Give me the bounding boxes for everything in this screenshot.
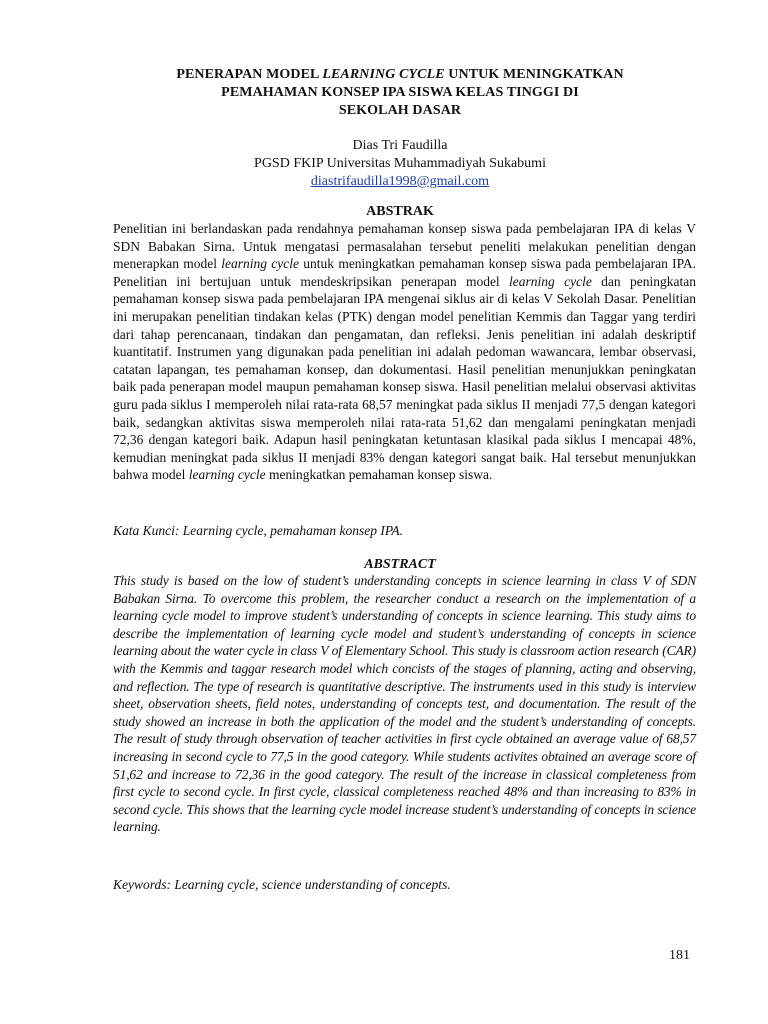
title-italic-term: LEARNING CYCLE bbox=[322, 67, 445, 82]
abstrak-heading: ABSTRAK bbox=[366, 204, 434, 219]
title-line-3: SEKOLAH DASAR bbox=[338, 103, 462, 118]
italic-term: learning cycle bbox=[509, 273, 592, 289]
abstract-heading: ABSTRACT bbox=[364, 557, 436, 572]
title-line-1: PENERAPAN MODEL LEARNING CYCLE UNTUK MENINGKATKAN bbox=[176, 67, 624, 82]
abstrak-paragraph: Penelitian ini berlandaskan pada rendahnya pemahaman konsep siswa pada pembelajaran IPA di kelas V SDN Babakan Sirna. Untuk mengatasi permasalahan tersebut peneliti melakukan penelitian dengan menerapkan model learning cycle untuk meningkatkan pemahaman konsep siswa pada pembelajaran IPA. Penelitian ini bertujuan untuk mendeskripsikan penerapan model learning cycle dan peningkatan pemahaman konsep siswa pada pembelajaran IPA mengenai siklus air di kelas V Sekolah Dasar. Penelitian ini merupakan penelitian tindakan kelas (PTK) dengan model penelitian Kemmis dan Taggar yang terdiri dari tahap perencanaan, tindakan dan pengamatan, dan refleksi. Jenis penelitian ini adalah deskriptif kuantitatif. Instrumen yang digunakan pada penelitian ini adalah pedoman wawancara, lembar observasi, catatan lapangan, tes pemahaman konsep, dan dokumentasi. Hasil penelitian menunjukkan peningkatan baik pada penerapan model maupun pemahaman konsep siswa. Hasil penelitian melalui observasi aktivitas guru pada siklus I memperoleh nilai rata-rata 68,57 meningkat pada siklus II menjadi 77,5 dengan kategori baik, sedangkan aktivitas siswa memperoleh nilai rata-rata 51,62 dan mengalami peningkatan menjadi 72,36 dengan kategori baik. Adapun hasil peningkatan ketuntasan klasikal pada siklus I mencapai 48%, kemudian meningkat pada siklus II menjadi 83% dengan kategori sangat baik. Hal tersebut menunjukkan bahwa model learning cycle meningkatkan pemahaman konsep siswa. bbox=[113, 221, 696, 483]
italic-term: learning cycle bbox=[221, 256, 300, 272]
title-line-2: PEMAHAMAN KONSEP IPA SISWA KELAS TINGGI DI bbox=[221, 85, 579, 100]
author-affiliation: PGSD FKIP Universitas Muhammadiyah Sukabumi bbox=[254, 156, 546, 171]
keywords: Keywords: Learning cycle, science understanding of concepts. bbox=[113, 877, 451, 892]
author-name: Dias Tri Faudilla bbox=[352, 138, 448, 153]
author-email-link[interactable]: diastrifaudilla1998@gmail.com bbox=[310, 174, 490, 189]
paper-title bbox=[100, 66, 700, 120]
page-number: 181 bbox=[669, 948, 690, 963]
author-block bbox=[100, 137, 700, 191]
italic-term: learning cycle bbox=[188, 467, 266, 483]
kata-kunci: Kata Kunci: Learning cycle, pemahaman konsep IPA. bbox=[113, 523, 403, 538]
author-email-line bbox=[100, 173, 700, 191]
abstract-paragraph: This study is based on the low of student’s understanding concepts in science learning in class V of SDN Babakan Sirna. To overcome this problem, the researcher conduct a research on the implementation of a learning cycle model to improve student’s understanding of concepts in science learning. This study aims to describe the implementation of learning cycle model and student’s understanding of concepts in science learning about the water cycle in class V of Elementary School. This study is classroom action research (CAR) with the Kemmis and taggar research model which concists of the stages of planning, acting and observing, and reflection. The type of research is quantitative descriptive. The instruments used in this study is interview sheet, observation sheets, field notes, understanding of concepts test, and documentation. The result of the study showed an increase in both the application of the model and the student’s understanding of concepts. The result of study through observation of teacher activities in first cycle obtained an average value of 68,57 increasing in second cycle to 77,5 in the good category. While students activites obtained an average score of 51,62 and increase to 72,36 in the good category. The result of the increase in classical completeness from first cycle to second cycle. In first cycle, classical completeness reached 48% and than increasing to 83% in second cycle. This shows that the learning cycle model increase student’s understanding of concepts in science learning. bbox=[113, 573, 696, 835]
